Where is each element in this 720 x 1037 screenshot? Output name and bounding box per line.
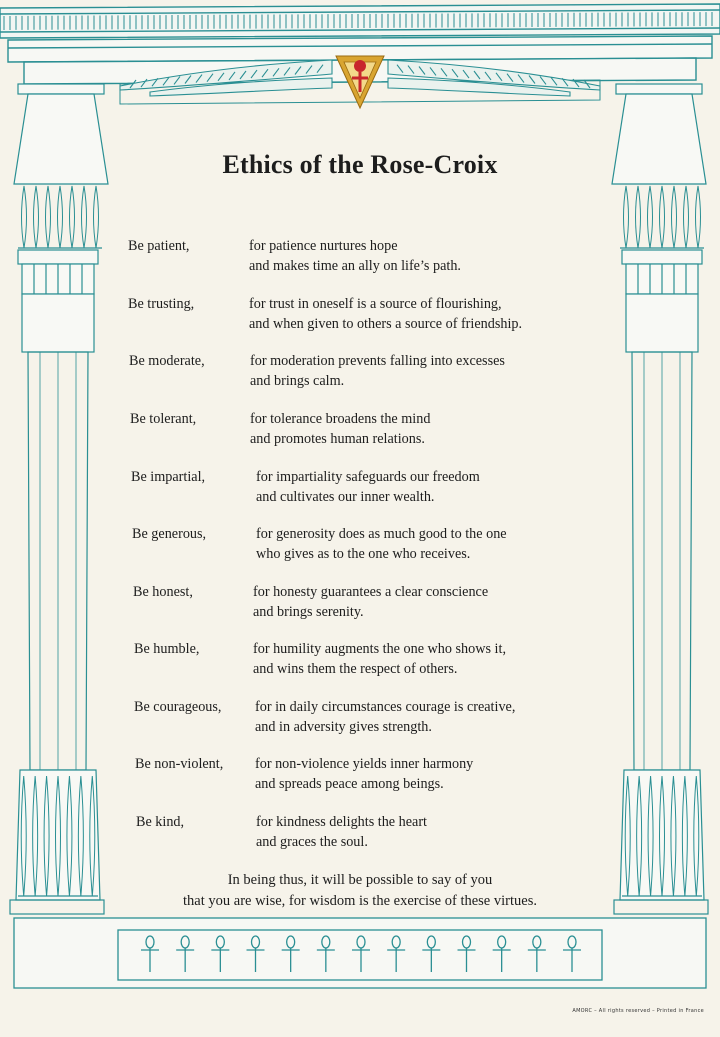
- virtue-reason: for impartiality safeguards our freedom and cultivates our inner wealth.: [256, 469, 480, 505]
- closing-statement: In being thus, it will be possible to say of you that you are wise, for wisdom is the exercise of these virtues.: [183, 872, 537, 909]
- virtue-name: Be patient,: [128, 238, 190, 254]
- virtue-name: Be trusting,: [128, 296, 195, 312]
- virtue-name: Be generous,: [132, 526, 207, 542]
- copyright-footer: AMORC – All rights reserved – Printed in France: [572, 1008, 704, 1014]
- virtue-reason: for generosity does as much good to the one who gives as to the one who receives.: [256, 526, 507, 562]
- page-title: Ethics of the Rose-Croix: [222, 150, 498, 179]
- virtue-reason: for moderation prevents falling into excesses and brings calm.: [250, 353, 505, 389]
- virtue-name: Be honest,: [133, 584, 193, 600]
- virtue-reason: for in daily circumstances courage is creative, and in adversity gives strength.: [255, 699, 516, 735]
- virtue-name: Be tolerant,: [130, 411, 197, 427]
- virtue-name: Be moderate,: [129, 353, 205, 369]
- virtue-reason: for non-violence yields inner harmony and spreads peace among beings.: [255, 756, 474, 792]
- virtue-reason: for trust in oneself is a source of flourishing, and when given to others a source of friendship.: [249, 296, 523, 332]
- virtue-reason: for tolerance broadens the mind and promotes human relations.: [250, 411, 431, 447]
- virtue-reason: for kindness delights the heart and graces the soul.: [256, 814, 427, 850]
- virtue-name: Be non-violent,: [135, 756, 224, 772]
- virtue-name: Be humble,: [134, 641, 200, 657]
- virtue-name: Be impartial,: [131, 469, 206, 485]
- virtue-name: Be courageous,: [134, 699, 222, 715]
- virtue-reason: for honesty guarantees a clear conscience and brings serenity.: [253, 584, 489, 620]
- virtue-reason: for patience nurtures hope and makes time an ally on life’s path.: [249, 238, 461, 274]
- virtue-name: Be kind,: [136, 814, 185, 830]
- virtue-reason: for humility augments the one who shows it, and wins them the respect of others.: [253, 641, 506, 677]
